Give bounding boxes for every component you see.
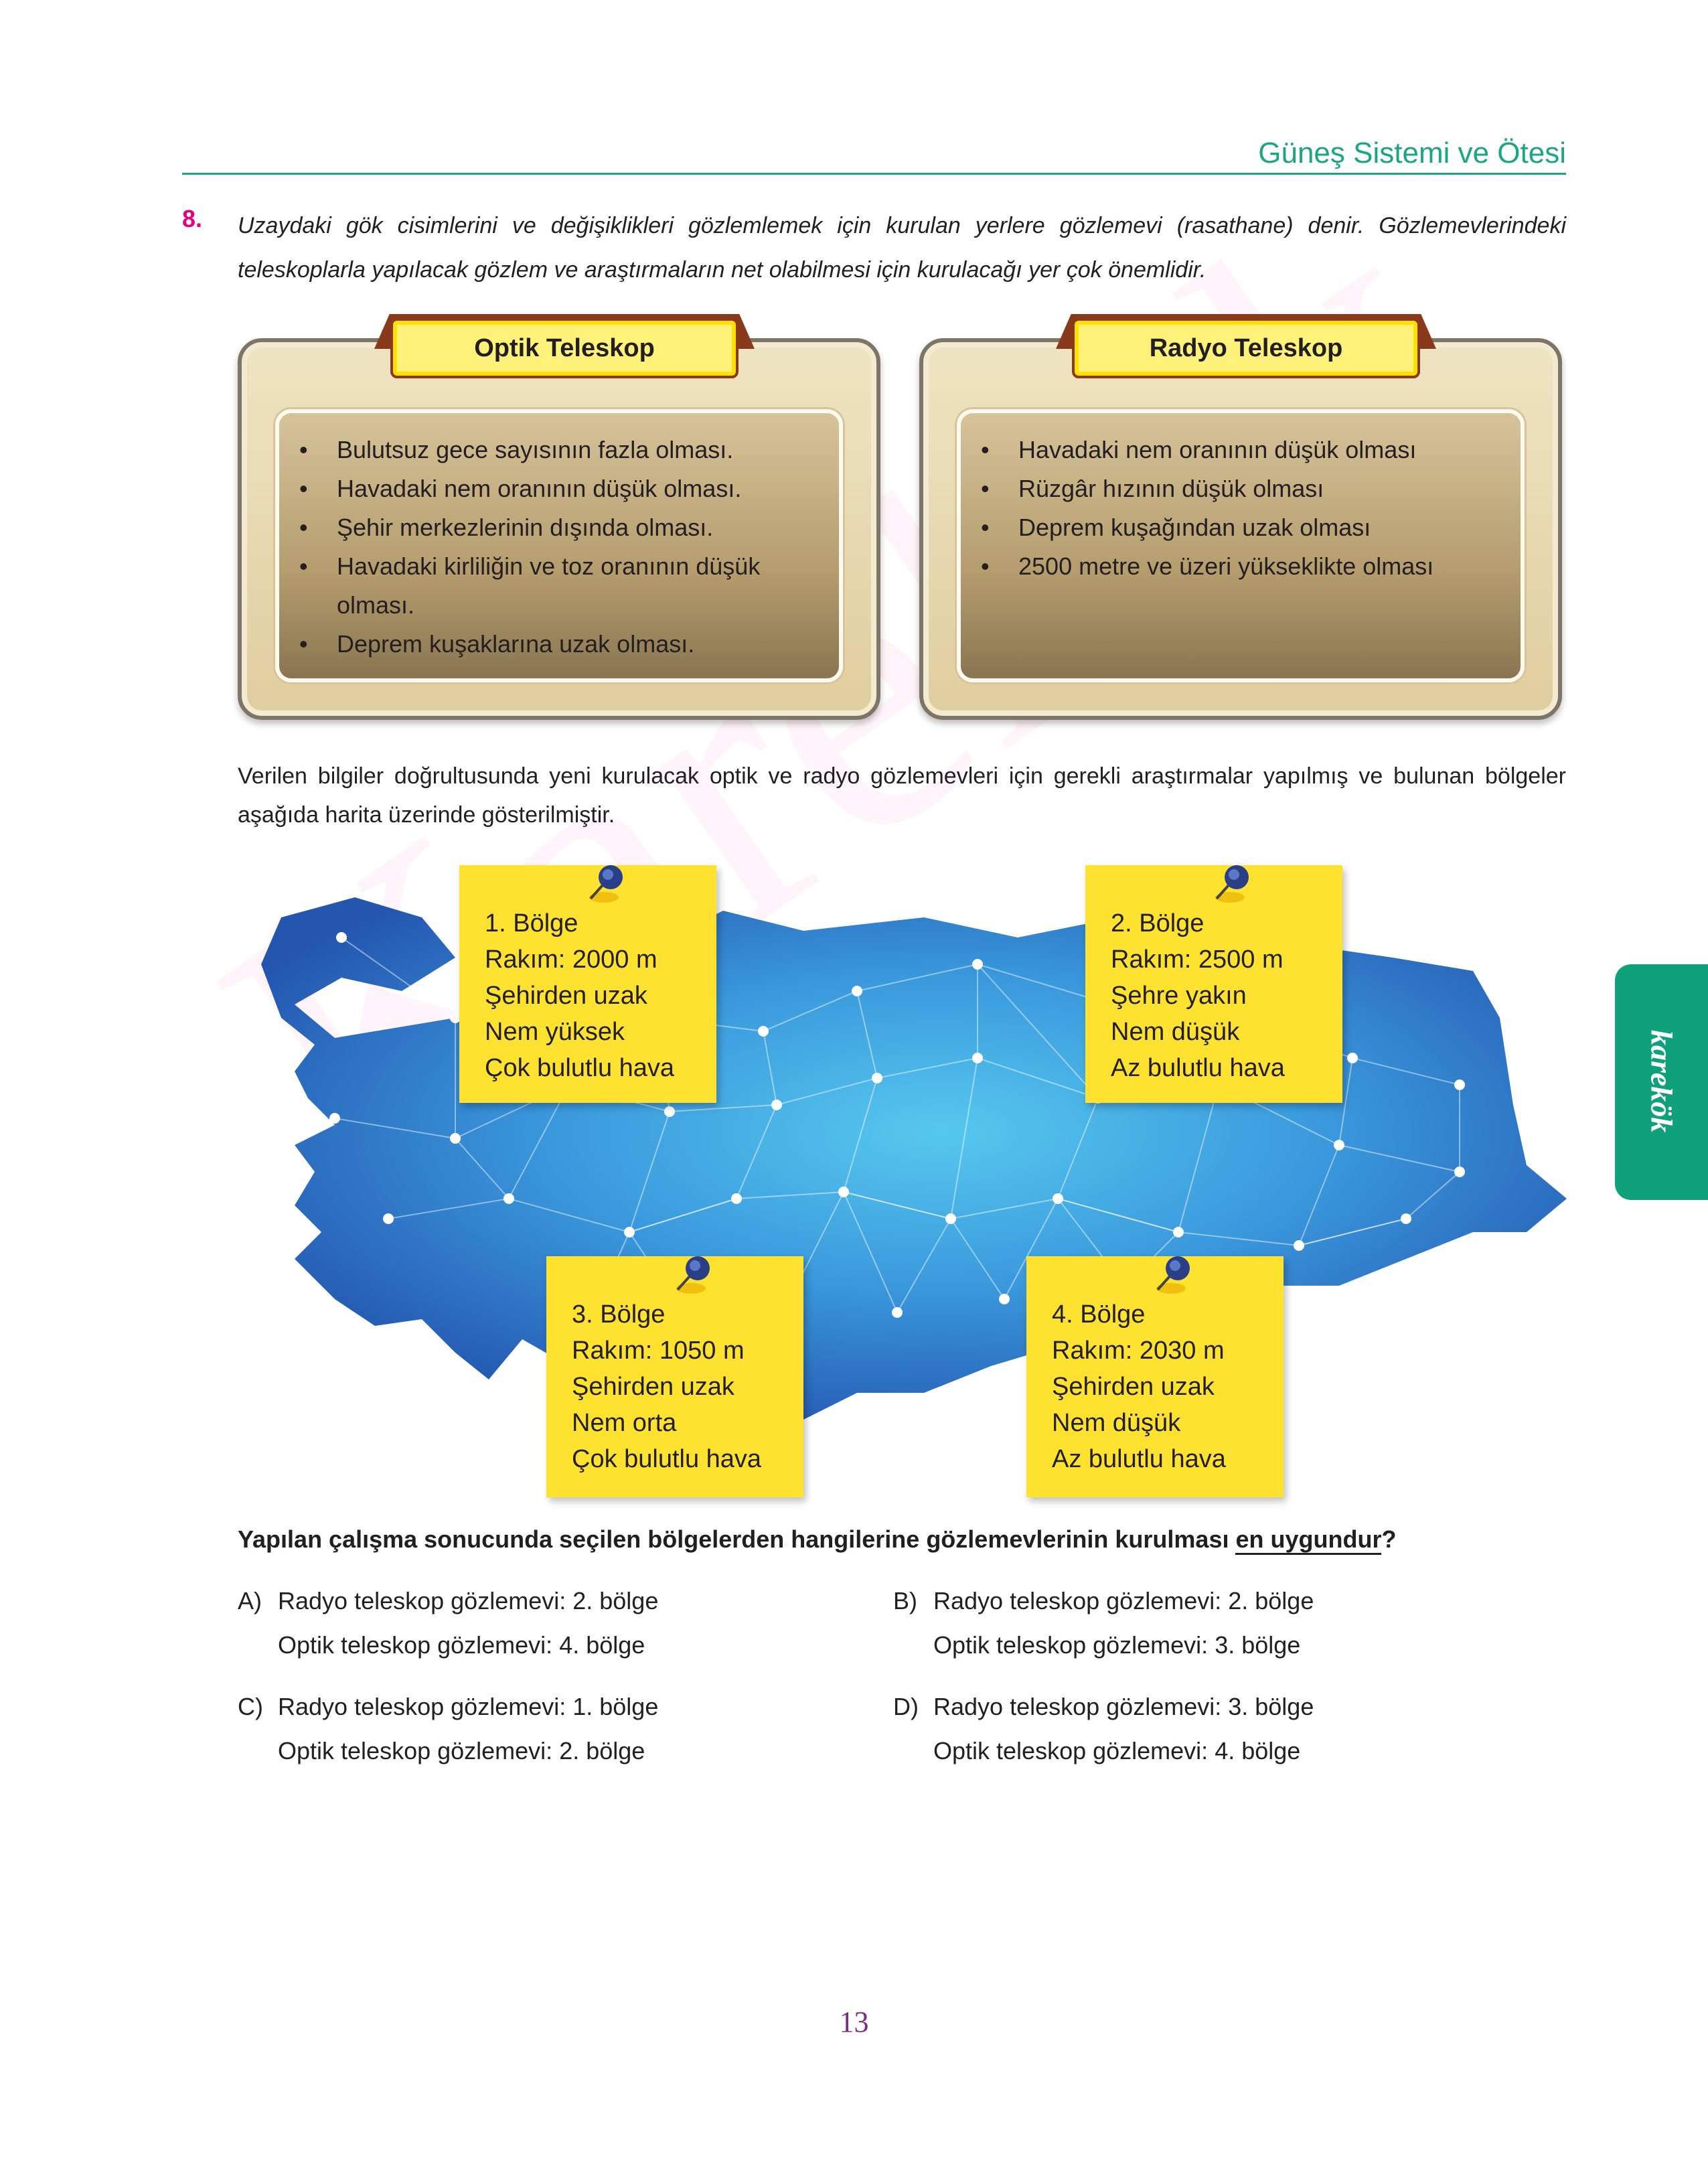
region-note-2 [1085, 865, 1342, 1103]
panel-title-tab [1072, 314, 1420, 381]
region-cloud: Az bulutlu hava [1111, 1054, 1285, 1082]
option-line-2: Optik teleskop gözlemevi: 2. bölge [278, 1737, 645, 1764]
criteria-list [299, 431, 819, 664]
question-prompt [238, 1525, 1396, 1554]
option-c[interactable] [238, 1685, 658, 1773]
map-silhouette [261, 897, 1567, 1420]
region-note-1 [459, 865, 716, 1103]
criteria-item: • Şehir merkezlerinin dışında olması. [299, 508, 819, 547]
option-d[interactable] [893, 1685, 1314, 1773]
region-city: Şehirden uzak [1052, 1373, 1215, 1401]
chapter-title: Güneş Sistemi ve Ötesi [1258, 137, 1566, 169]
header-divider [182, 173, 1566, 175]
region-cloud: Çok bulutlu hava [572, 1445, 762, 1473]
panel-content [275, 409, 843, 682]
option-line-2: Optik teleskop gözlemevi: 3. bölge [933, 1631, 1301, 1659]
criteria-item: • 2500 metre ve üzeri yükseklikte olması [981, 547, 1500, 586]
option-a[interactable] [238, 1579, 658, 1667]
turkey-map [254, 884, 1567, 1473]
panel-title: Optik Teleskop [390, 318, 739, 378]
region-humidity: Nem düşük [1111, 1018, 1240, 1046]
question-number: 8. [182, 205, 203, 232]
option-b[interactable] [893, 1579, 1314, 1667]
option-letter: D) [893, 1693, 919, 1720]
option-letter: A) [238, 1587, 262, 1614]
region-altitude: Rakım: 2500 m [1111, 946, 1284, 974]
publisher-side-tab [1615, 964, 1708, 1200]
pushpin-icon [664, 1248, 718, 1302]
option-letter: B) [893, 1587, 917, 1614]
option-line-1: Radyo teleskop gözlemevi: 3. bölge [933, 1693, 1314, 1720]
optical-telescope-panel [238, 333, 880, 720]
prompt-text: Yapılan çalışma sonucunda seçilen bölgelerden hangilerine gözlemevlerinin kurulması [238, 1525, 1236, 1553]
region-cloud: Çok bulutlu hava [485, 1054, 675, 1082]
criteria-item: • Havadaki nem oranının düşük olması. [299, 469, 819, 508]
page-number: 13 [839, 2006, 869, 2038]
region-note-3 [546, 1256, 803, 1497]
panel-title-tab [390, 314, 739, 381]
region-altitude: Rakım: 1050 m [572, 1337, 745, 1365]
region-cloud: Az bulutlu hava [1052, 1445, 1226, 1473]
criteria-list [981, 431, 1500, 586]
pushpin-icon [1144, 1248, 1198, 1302]
pushpin-icon [577, 857, 631, 911]
option-line-1: Radyo teleskop gözlemevi: 1. bölge [278, 1693, 659, 1720]
region-humidity: Nem orta [572, 1409, 677, 1437]
option-line-1: Radyo teleskop gözlemevi: 2. bölge [278, 1587, 659, 1614]
region-city: Şehirden uzak [572, 1373, 734, 1401]
region-name: 1. Bölge [485, 909, 578, 937]
region-note-4 [1026, 1256, 1284, 1497]
region-altitude: Rakım: 2000 m [485, 946, 657, 974]
region-city: Şehirden uzak [485, 982, 647, 1010]
criteria-item: • Deprem kuşaklarına uzak olması. [299, 625, 819, 664]
criteria-item: • Bulutsuz gece sayısının fazla olması. [299, 431, 819, 469]
criteria-item: • Havadaki kirliliğin ve toz oranının düşük olması. [299, 547, 819, 625]
option-line-2: Optik teleskop gözlemevi: 4. bölge [278, 1631, 645, 1659]
publisher-logo: karekök [1644, 1030, 1679, 1133]
region-altitude: Rakım: 2030 m [1052, 1337, 1225, 1365]
region-name: 4. Bölge [1052, 1300, 1146, 1329]
criteria-item: • Havadaki nem oranının düşük olması [981, 431, 1500, 469]
region-name: 2. Bölge [1111, 909, 1205, 937]
region-humidity: Nem yüksek [485, 1018, 625, 1046]
option-letter: C) [238, 1693, 263, 1720]
panel-title: Radyo Teleskop [1072, 318, 1420, 378]
question-intro: Uzaydaki gök cisimlerini ve değişiklikleri gözlemlemek için kurulan yerlere gözlemevi (rasathane) denir. Gözlemevlerindeki teleskoplarla yapılacak gözlem ve araştırmaların net olabilmesi için kurulacağı yer çok önemlidir. [238, 213, 1566, 283]
body-paragraph: Verilen bilgiler doğrultusunda yeni kurulacak optik ve radyo gözlemevleri için gerekli araştırmalar yapılmış ve bulunan bölgeler aşağıda harita üzerinde gösterilmiştir. [238, 763, 1566, 828]
option-line-1: Radyo teleskop gözlemevi: 2. bölge [933, 1587, 1314, 1614]
radio-telescope-panel [919, 333, 1562, 720]
option-line-2: Optik teleskop gözlemevi: 4. bölge [933, 1737, 1301, 1764]
region-name: 3. Bölge [572, 1300, 666, 1329]
prompt-end: ? [1381, 1525, 1397, 1553]
pushpin-icon [1203, 857, 1257, 911]
region-humidity: Nem düşük [1052, 1409, 1181, 1437]
region-city: Şehre yakın [1111, 982, 1247, 1010]
criteria-item: • Deprem kuşağından uzak olması [981, 508, 1500, 547]
criteria-item: • Rüzgâr hızının düşük olması [981, 469, 1500, 508]
prompt-emphasis: en uygundur [1235, 1525, 1381, 1555]
panel-content [957, 409, 1525, 682]
